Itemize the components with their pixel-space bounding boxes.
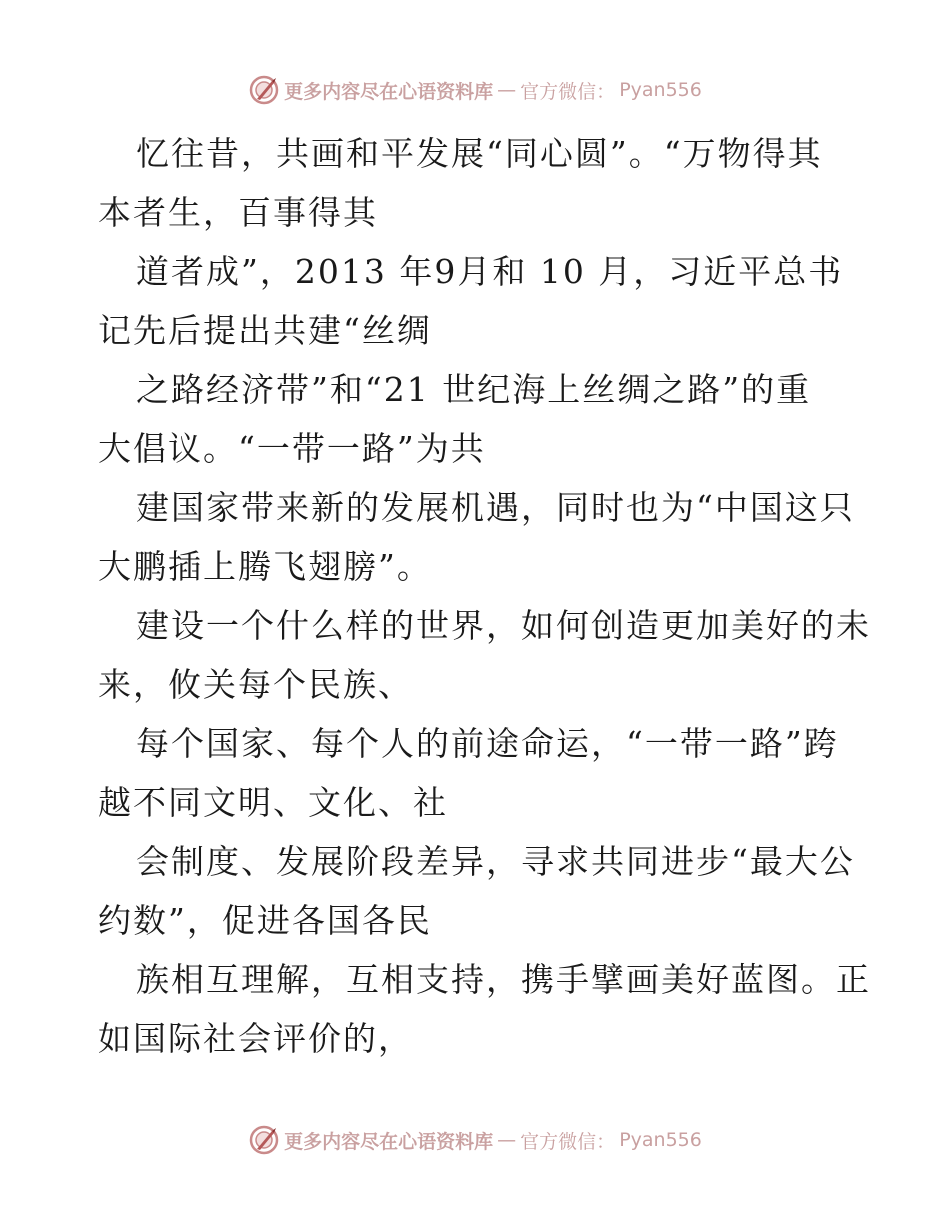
quill-seal-icon bbox=[248, 1124, 280, 1156]
watermark-dash: — bbox=[497, 1129, 517, 1151]
watermark-brand: 更多内容尽在心语资料库 bbox=[284, 1130, 494, 1153]
watermark-label: 官方微信： bbox=[520, 1130, 616, 1153]
footer-watermark bbox=[0, 1122, 950, 1158]
paragraph-line: 记先后提出共建“丝绸 bbox=[98, 311, 432, 350]
watermark-label: 官方微信： bbox=[520, 80, 616, 103]
document-body bbox=[98, 124, 871, 1068]
paragraph bbox=[98, 242, 858, 360]
paragraph-line: 本者生，百事得其 bbox=[98, 193, 378, 232]
watermark-wechat-id: Pyan556 bbox=[619, 79, 702, 101]
paragraph-line: 族相互理解，互相支持，携手擘画美好蓝图。正 bbox=[136, 960, 871, 999]
paragraph bbox=[98, 360, 858, 478]
paragraph-line: 大鹏插上腾飞翅膀”。 bbox=[98, 547, 432, 586]
paragraph-line: 建设一个什么样的世界，如何创造更加美好的未 bbox=[136, 606, 871, 645]
paragraph bbox=[98, 950, 871, 1068]
paragraph bbox=[98, 124, 858, 242]
paragraph-line: 之路经济带”和“21 世纪海上丝绸之路”的重 bbox=[136, 370, 812, 409]
quill-seal-icon bbox=[248, 74, 280, 106]
header-watermark bbox=[0, 72, 950, 108]
watermark-brand: 更多内容尽在心语资料库 bbox=[284, 80, 494, 103]
paragraph-line: 如国际社会评价的， bbox=[98, 1019, 413, 1058]
paragraph-line: 大倡议。“一带一路”为共 bbox=[98, 429, 486, 468]
watermark-wechat-id: Pyan556 bbox=[619, 1129, 702, 1151]
paragraph-line: 忆往昔，共画和平发展“同心圆”。“万物得其 bbox=[136, 134, 823, 173]
paragraph-line: 建国家带来新的发展机遇，同时也为“中国这只 bbox=[136, 488, 855, 527]
paragraph bbox=[98, 714, 858, 832]
paragraph-line: 会制度、发展阶段差异，寻求共同进步“最大公 bbox=[136, 842, 855, 881]
paragraph-line: 道者成”，2013 年9月和 10 月，习近平总书 bbox=[136, 252, 844, 291]
paragraph-line: 约数”，促进各国各民 bbox=[98, 901, 432, 940]
paragraph bbox=[98, 596, 871, 714]
paragraph bbox=[98, 478, 858, 596]
paragraph-line: 越不同文明、文化、社 bbox=[98, 783, 448, 822]
paragraph bbox=[98, 832, 858, 950]
paragraph-line: 来，攸关每个民族、 bbox=[98, 665, 413, 704]
paragraph-line: 每个国家、每个人的前途命运，“一带一路”跨 bbox=[136, 724, 839, 763]
watermark-dash: — bbox=[497, 79, 517, 101]
